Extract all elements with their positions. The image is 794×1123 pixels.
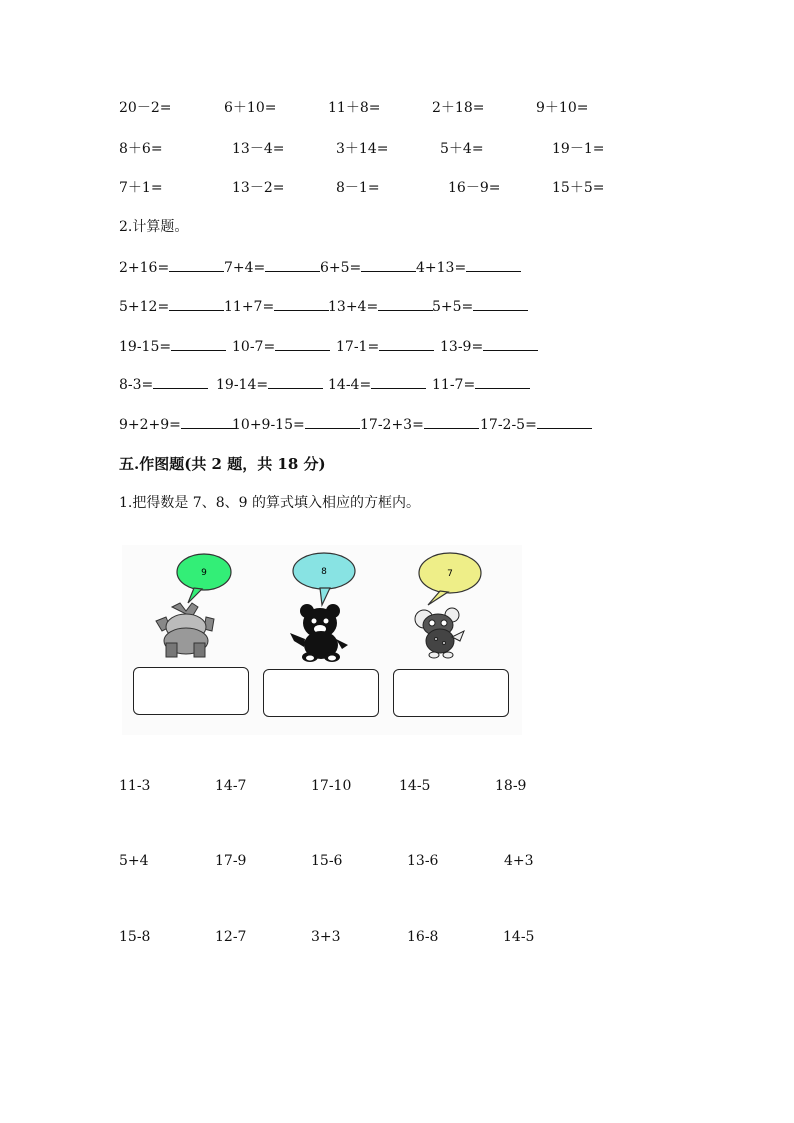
question-text: 1.把得数是 7、8、9 的算式填入相应的方框内。 [119,495,420,511]
answer-blank[interactable] [371,374,426,389]
answer-blank[interactable] [275,336,330,351]
option-expression[interactable]: 15-6 [311,853,343,869]
calc-item: 17-2+3= [360,414,479,433]
calc-item: 7+4= [224,257,320,276]
calc-item: 13-9= [440,336,538,355]
option-expression[interactable]: 14-5 [503,929,535,945]
expression: 19－1= [552,141,605,157]
option-expression[interactable]: 4+3 [504,853,534,869]
bear-icon [290,604,348,662]
answer-blank[interactable] [274,296,329,311]
answer-blank[interactable] [169,296,224,311]
answer-blank[interactable] [473,296,528,311]
option-expression[interactable]: 17-9 [215,853,247,869]
calc-item: 8-3= [119,374,208,393]
answer-box-9[interactable] [133,667,249,715]
calc-item: 19-14= [216,374,323,393]
expression: 13－2= [232,180,285,196]
svg-text:8: 8 [321,567,327,577]
option-expression[interactable]: 3+3 [311,929,341,945]
calc-item: 9+2+9= [119,414,236,433]
expression: 13－4= [232,141,285,157]
option-expression[interactable]: 12-7 [215,929,247,945]
option-expression[interactable]: 14-5 [399,778,431,794]
answer-box-8[interactable] [263,669,379,717]
expression: 16－9= [448,180,501,196]
option-expression[interactable]: 16-8 [407,929,439,945]
answer-blank[interactable] [379,336,434,351]
expression: 9＋10= [536,100,589,116]
calc-item: 17-2-5= [480,414,592,433]
answer-blank[interactable] [181,414,236,429]
calc-item: 2+16= [119,257,224,276]
answer-blank[interactable] [305,414,360,429]
mouse-icon [415,608,464,658]
expression: 20－2= [119,100,172,116]
answer-blank[interactable] [153,374,208,389]
drawing-illustration [122,545,522,735]
option-expression[interactable]: 11-3 [119,778,151,794]
calc-item: 11+7= [224,296,329,315]
expression: 11＋8= [328,100,381,116]
option-expression[interactable]: 5+4 [119,853,149,869]
expression: 2＋18= [432,100,485,116]
answer-blank[interactable] [268,374,323,389]
answer-blank[interactable] [537,414,592,429]
calc-item: 4+13= [416,257,521,276]
answer-blank[interactable] [424,414,479,429]
expression: 3＋14= [336,141,389,157]
answer-blank[interactable] [475,374,530,389]
answer-blank[interactable] [169,257,224,272]
expression: 6＋10= [224,100,277,116]
calc-item: 10-7= [232,336,330,355]
answer-blank[interactable] [483,336,538,351]
expression: 15＋5= [552,180,605,196]
option-expression[interactable]: 18-9 [495,778,527,794]
answer-blank[interactable] [466,257,521,272]
answer-blank[interactable] [361,257,416,272]
calc-item: 5+5= [432,296,528,315]
speech-bubble-8 [293,553,355,605]
section-title: 2.计算题。 [119,219,189,235]
expression: 5＋4= [440,141,484,157]
answer-blank[interactable] [171,336,226,351]
calc-item: 17-1= [336,336,434,355]
expression: 8＋6= [119,141,163,157]
option-expression[interactable]: 13-6 [407,853,439,869]
section-heading: 五.作图题(共 2 题，共 18 分) [119,455,326,473]
speech-bubble-9 [177,554,231,603]
option-expression[interactable]: 15-8 [119,929,151,945]
calc-item: 19-15= [119,336,226,355]
expression: 8－1= [336,180,380,196]
creature-icon [156,603,214,657]
answer-box-7[interactable] [393,669,509,717]
calc-item: 5+12= [119,296,224,315]
calc-item: 14-4= [328,374,426,393]
calc-item: 13+4= [328,296,433,315]
option-expression[interactable]: 14-7 [215,778,247,794]
svg-text:7: 7 [447,569,453,579]
answer-blank[interactable] [378,296,433,311]
speech-bubble-7 [419,553,481,605]
svg-text:9: 9 [201,568,207,578]
expression: 7＋1= [119,180,163,196]
calc-item: 10+9-15= [232,414,360,433]
option-expression[interactable]: 17-10 [311,778,352,794]
answer-blank[interactable] [265,257,320,272]
calc-item: 11-7= [432,374,530,393]
calc-item: 6+5= [320,257,416,276]
